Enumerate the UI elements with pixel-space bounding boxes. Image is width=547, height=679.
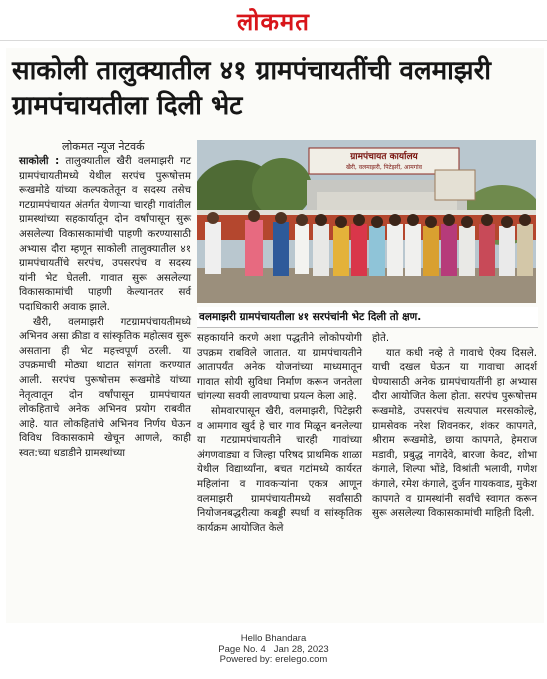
person-head: [501, 216, 513, 228]
person-head: [425, 216, 437, 228]
person: [405, 224, 421, 276]
person-head: [371, 216, 383, 228]
photo-caption: वलमाझरी ग्रामपंचायतीला ४१ सरपंचांनी भेट दिली तो क्षण.: [197, 307, 538, 328]
person-head: [315, 214, 327, 226]
article-headline: साकोली तालुक्यातील ४१ ग्रामपंचायतींची वलमाझरी ग्रामपंचायतीला दिली भेट: [12, 56, 491, 121]
footer-powered-by: Powered by: erelego.com: [219, 654, 328, 665]
person: [479, 224, 495, 276]
person-head: [519, 214, 531, 226]
article-paragraph: सोमवारपासून खैरी, वलमाझरी, पिटेझरी व आमगाव खुर्द हे चार गाव मिळून बनलेल्या या गटग्रामपंचायतीने चारही गावांच्या अंगणवाड्या व जिल्हा परिषद प्राथमिक शाळा येथील विद्यार्थ्यांना, बचत गटांमध्ये कार्यरत महिलांना व गावकऱ्यांना एकत्र आणून वलमाझरी ग्रामपंचायतीमध्ये सर्वांसाठी नियोजनबद्धरीत्या कबड्डी स्पर्धा व सांस्कृतिक कार्यक्रम आयोजित केले: [197, 405, 362, 534]
page-footer: [0, 634, 547, 666]
person: [313, 224, 329, 276]
dateline: साकोली :: [19, 156, 60, 167]
article-paragraph: होते.: [372, 333, 390, 344]
article-column-3: [372, 332, 537, 522]
article-column-1: [19, 155, 191, 461]
person: [369, 226, 385, 276]
person: [205, 222, 221, 274]
person: [387, 224, 403, 276]
person-head: [353, 214, 365, 226]
photo-tree: [252, 158, 312, 218]
person-head: [248, 210, 260, 222]
newspaper-logo: लोकमत: [237, 8, 310, 36]
person: [517, 224, 533, 276]
person-head: [407, 214, 419, 226]
person-head: [461, 216, 473, 228]
person: [441, 224, 457, 276]
person-head: [335, 216, 347, 228]
person-head: [275, 212, 287, 224]
byline: लोकमत न्यूज नेटवर्क: [62, 140, 145, 153]
poster-board: [435, 170, 475, 200]
person: [351, 224, 367, 276]
person: [459, 226, 475, 276]
article-paragraph: खैरी, वलमाझरी गटग्रामपंचायतीमध्ये अभिनव असा क्रीडा व सांस्कृतिक महोत्सव सुरू असताना ही भेट महत्त्वपूर्ण ठरली. या उपक्रमाची मोठ्या थाटात सांगता करण्यात आली. सरपंच पुरूषोत्तम रूखमोडे यांच्या नेतृत्वातून दोन वर्षांपासून ग्रामपंचायत लोकहिताचे अनेक अभिनव प्रयोग राबवीत आहे. यात लोकहितांचे अभिनव निर्णय घेऊन विविध विकासकामे खेचून आणले, काही स्वत:च्या धडाडीने ग्रामस्थांच्या: [19, 316, 191, 459]
masthead: [0, 0, 547, 44]
article-paragraph: सहकार्याने करणे अशा पद्धतीने लोकोपयोगी उपक्रम राबविले जातात. या ग्रामपंचायतीने आतापर्यंत अनेक योजनांच्या माध्यमातून गावात सोयी सुविधा निर्माण करून जनतेला चांगल्या सवयी लावण्याचा प्रयत्न केला आहे.: [197, 333, 362, 403]
person-head: [296, 214, 308, 226]
wall-coping: [197, 210, 536, 215]
person: [499, 226, 515, 276]
person-head: [207, 212, 219, 224]
person-head: [389, 214, 401, 226]
person: [273, 222, 289, 276]
footer-page-date: Page No. 4 Jan 28, 2023: [218, 643, 329, 655]
person: [333, 226, 349, 276]
person: [423, 226, 439, 276]
footer-edition: Hello Bhandara: [240, 633, 307, 644]
article-paragraph: यात कधी नव्हे ते गावाचे ऐक्य दिसले. याची दखल घेऊन या गावाचा आदर्श घेण्यासाठी अनेक ग्रामपंचायतींनी हा अभ्यास दौरा आयोजित केला होता. सरपंच पुरूषोत्तम रूखमोडे, उपसरपंच सत्यपाल मरसकोल्हे, ग्रामसेवक नरेश शिवनकर, शंकर कापगते, श्रीराम रूखमोडे, छाया कापगते, हेमराज मडावी, प्रबुद्ध नागदेवे, बारजा केवट, शोभा कंगाले, शिल्पा भोंडे, विश्रांती भलावी, गणेश कंगाले, रमेश कंगाले, दुर्जन गायकवाड, मुकेश कापगते व ग्रामस्थांनी सर्वांचे स्वागत करून सुरू असलेल्या विकासकामांची माहिती दिली.: [372, 347, 537, 520]
person-head: [443, 214, 455, 226]
signboard-title: ग्रामपंचायत कार्यालय: [350, 152, 418, 162]
person: [295, 224, 309, 274]
article-photo: [197, 140, 536, 303]
article-paragraph: [19, 155, 191, 316]
signboard-subtitle: खैरी, वलमाझरी, पिटेझरी, आमगांव: [346, 164, 422, 171]
paragraph-text: तालुक्यातील खैरी वलमाझरी गट ग्रामपंचायतीमध्ये येथील सरपंच पुरूषोत्तम रूखमोडे यांच्या कल्पकतेतून व सदस्य तसेच गटग्रामपंचायत अंतर्गत येणाऱ्या चारही गावांतील ग्रामस्थांच्या सहकार्यातून दोन वर्षांपासून सुरू असलेल्या विकासकामांची पाहणी करण्यासाठी अभ्यास दौरा म्हणून साकोली तालुक्यातील ४१ ग्रामपंचायतींचे सरपंच, उपसरपंच व सदस्य यांनी भेट घेतली. गावात सुरू असलेल्या विकासकामांची पाहणी केल्यानतर सर्व पदाधिकारी अवाक झाले.: [19, 156, 191, 313]
article-column-2: [197, 332, 362, 536]
masthead-divider: [0, 40, 547, 41]
person-head: [481, 214, 493, 226]
person: [245, 220, 263, 276]
